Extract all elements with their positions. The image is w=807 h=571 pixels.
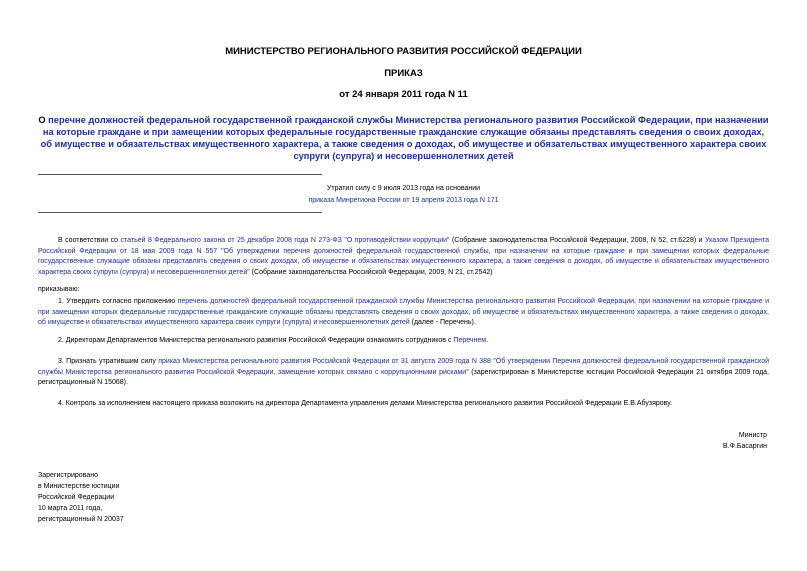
preamble-link-decree[interactable]: Указом Президента Российской Федерации от 18 мая 2009 года N 557 "Об утверждении перечня должностей федеральной государственной службы, при назначении на которые граждане и при замещении которых федеральные государственные служащие обязаны представлять сведения о своих доходах, об имуществе и обязательствах имущественного характера, а также сведения о доходах, об имуществе и обязательствах имущественного характера своих супруги (супруга) и несовершеннолетних детей"	[38, 237, 770, 276]
expired-note	[260, 183, 547, 207]
ministry-name: МИНИСТЕРСТВО РЕГИОНАЛЬНОГО РАЗВИТИЯ РОССИЙСКОЙ ФЕДЕРАЦИИ	[225, 46, 582, 57]
signature-name: В.Ф.Басаргин	[723, 443, 767, 450]
item-3-tail: (зарегистрирован в Министерстве юстиции Российской Федерации 21 октября 2009 года, регистрационный N 15068).	[38, 368, 769, 387]
preamble-text-2: (Собрание законодательства Российской Федерации, 2008, N 52, ст.6228) и	[449, 237, 705, 244]
subject-prefix: О	[38, 115, 49, 125]
preamble-text-1: В соответствии со	[58, 237, 121, 244]
registration-line-5: регистрационный N 20037	[38, 516, 124, 523]
order-word: приказываю:	[38, 286, 80, 293]
expired-link[interactable]: приказа Минрегиона России от 19 апреля 2013 года N 171	[308, 197, 499, 204]
item-2-link[interactable]: Перечнем	[453, 337, 487, 344]
item-2	[38, 336, 769, 347]
item-1-link[interactable]: перечень должностей федеральной государственной гражданской службы Министерства регионального развития Российской Федерации, при назначении на которые граждане и при замещении которых федеральные государственные гражданские служащие обязаны представлять сведения о своих доходах, об имуществе и обязательствах имущественного характера, а также сведения о доходах, об имуществе и обязательствах имущественного характера своих супруги (супруга) и несовершеннолетних детей	[38, 298, 769, 327]
registration-block	[38, 470, 124, 525]
doc-subject	[38, 114, 769, 162]
signature	[723, 430, 767, 452]
registration-line-4: 10 марта 2011 года,	[38, 505, 103, 512]
item-3-link[interactable]: приказ Министерства регионального развития Российской Федерации от 31 августа 2009 года N 388 "Об утверждении Перечня должностей федеральной государственной гражданской службы Министерства регионального развития Российской Федерации, замещение которых связано с коррупционными рисками"	[38, 358, 769, 376]
divider-bottom	[38, 212, 322, 213]
item-2-text: 2. Директорам Департаментов Министерства регионального развития Российской Федерации ознакомить сотрудников с	[58, 337, 454, 344]
subject-link[interactable]: перечне должностей федеральной государственной гражданской службы Министерства регионального развития Российской Федерации, при назначении на которые граждане и при замещении которых федеральные государственные гражданские служащие обязаны представлять сведения о своих доходах, об имуществе и обязательствах имущественного характера, а также сведения о доходах, об имуществе и обязательствах имущественного характера своих супруги (супруга) и несовершеннолетних детей	[40, 115, 769, 161]
preamble-text-3: (Собрание законодательства Российской Федерации, 2009, N 21, ст.2542)	[249, 268, 493, 276]
registration-line-2: в Министерстве юстиции	[38, 483, 120, 490]
expired-line: Утратил силу с 9 июля 2013 года на основании	[326, 185, 481, 192]
doc-type: ПРИКАЗ	[384, 68, 423, 79]
item-4: 4. Контроль за исполнением настоящего приказа возложить на директора Департамента управления делами Министерства регионального развития Российской Федерации Е.В.Абузярову.	[58, 400, 672, 407]
item-1	[38, 297, 769, 329]
item-1-tail: (далее - Перечень).	[409, 319, 476, 327]
doc-date-number: от 24 января 2011 года N 11	[339, 89, 468, 100]
registration-line-3: Российской Федерации	[38, 494, 115, 501]
item-1-text: 1. Утвердить согласно приложению	[58, 298, 178, 305]
registration-line-1: Зарегистрировано	[38, 472, 98, 479]
divider-top	[38, 174, 322, 175]
item-3	[38, 357, 769, 389]
item-2-tail: .	[486, 337, 489, 344]
item-3-text: 3. Признать утратившим силу	[58, 358, 159, 365]
signature-title: Министр	[738, 432, 767, 439]
preamble-link-law[interactable]: статьей 8 Федерального закона от 25 декабря 2008 года N 273-ФЗ "О противодействии коррупции"	[120, 237, 450, 244]
preamble	[38, 236, 769, 278]
